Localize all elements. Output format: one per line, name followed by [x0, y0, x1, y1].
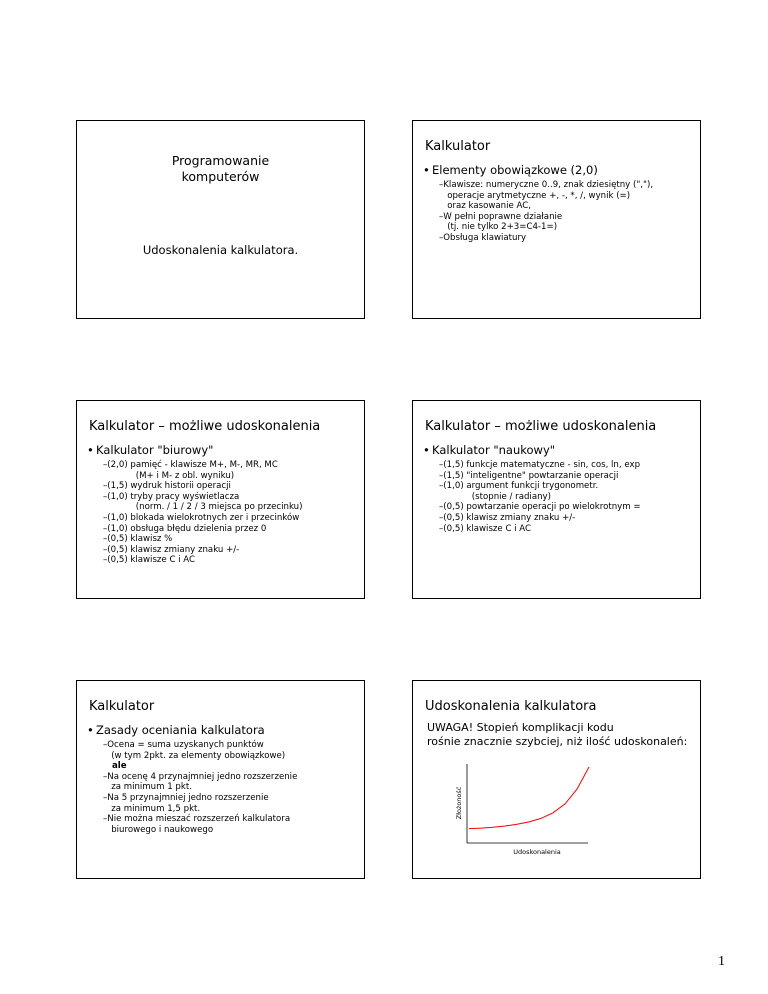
list-item: –(2,0) pamięć - klawisze M+, M-, MR, MC [103, 460, 278, 470]
list-item: –(0,5) klawisz zmiany znaku +/- [103, 544, 240, 555]
list-item: –(1,5) "inteligentne" powtarzanie operacji [439, 470, 619, 481]
slide-heading: Kalkulator [425, 139, 491, 154]
bullet-text: Elementy obowiązkowe (2,0) [432, 163, 598, 177]
list-item: –Na ocenę 4 przynajmniej jedno rozszerzenie [103, 771, 298, 782]
note-line: rośnie znacznie szybciej, niż ilość udoskonaleń: [427, 735, 688, 748]
list-item: (tj. nie tylko 2+3=C4-1=) [439, 222, 558, 233]
list-item: –(1,5) wydruk historii operacji [103, 481, 231, 492]
list-item: –W pełni poprawne działanie [439, 211, 563, 222]
list-item: –(1,0) blokada wielokrotnych zer i przecinków [103, 512, 300, 523]
slide-mandatory-elements [412, 120, 701, 319]
list-item-emphasis: ale [103, 761, 127, 772]
slide-grading-rules [76, 680, 365, 879]
list-item: –(0,5) klawisze C i AC [103, 555, 196, 566]
list-item: za minimum 1 pkt. [103, 782, 192, 793]
list-item: (M+ i M- z obl. wyniku) [103, 470, 235, 481]
page-number: 1 [718, 954, 725, 969]
bullet-point [423, 163, 696, 177]
note-line: UWAGA! Stopień komplikacji kodu [427, 721, 614, 734]
list-item: –Klawisze: numeryczne 0..9, znak dziesiętny (","), [439, 180, 654, 190]
list-item: –(1,0) argument funkcji trygonometr. [439, 481, 599, 492]
x-axis-label: Udoskonalenia [513, 848, 561, 856]
slide-heading: Udoskonalenia kalkulatora [425, 699, 597, 714]
slide-title [76, 120, 365, 319]
bullet-text: Kalkulator "biurowy" [96, 443, 214, 457]
bullet-point [87, 443, 360, 457]
list-item: –(0,5) powtarzanie operacji po wielokrotnym = [439, 502, 641, 513]
list-item: za minimum 1,5 pkt. [103, 803, 201, 814]
list-item: –Na 5 przynajmniej jedno rozszerzenie [103, 792, 269, 803]
slide-heading: Kalkulator – możliwe udoskonalenia [425, 419, 657, 434]
list-item: –(1,0) tryby pracy wyświetlacza [103, 491, 240, 502]
item-list [87, 460, 360, 566]
slide-title-line2: komputerów [181, 169, 260, 184]
list-item: operacje arytmetyczne +, -, *, /, wynik (=) [439, 190, 631, 201]
list-item: (w tym 2pkt. za elementy obowiązkowe) [103, 750, 286, 761]
list-item: –Nie można mieszać rozszerzeń kalkulatora [103, 814, 291, 825]
list-item: (stopnie / radiany) [439, 491, 551, 502]
list-item: –(0,5) klawisz zmiany znaku +/- [439, 512, 576, 523]
list-item: –(0,5) klawisz % [103, 534, 173, 545]
y-axis-label: Złożoność [455, 786, 463, 820]
list-item: –(1,0) obsługa błędu dzielenia przez 0 [103, 523, 267, 534]
complexity-chart [413, 681, 700, 878]
bullet-icon: • [87, 723, 94, 737]
bullet-text: Zasady oceniania kalkulatora [96, 723, 265, 737]
slide-title-line1: Programowanie [171, 153, 270, 168]
slide-complexity-chart [412, 680, 701, 879]
list-item: –(1,5) funkcje matematyczne - sin, cos, ln, exp [439, 460, 641, 470]
slide-office-calculator [76, 400, 365, 599]
bullet-point [423, 443, 696, 457]
list-item: biurowego i naukowego [103, 824, 214, 835]
bullet-point [87, 723, 360, 737]
list-item: –(0,5) klawisze C i AC [439, 523, 532, 534]
item-list [87, 740, 360, 835]
slide-scientific-calculator [412, 400, 701, 599]
bullet-icon: • [423, 163, 430, 177]
bullet-icon: • [87, 443, 94, 457]
list-item: –Obsługa klawiatury [439, 232, 527, 243]
slide-heading: Kalkulator [89, 699, 155, 714]
item-list [423, 180, 696, 244]
item-list [423, 460, 696, 534]
series-line [469, 767, 589, 829]
slide-heading: Kalkulator – możliwe udoskonalenia [89, 419, 321, 434]
list-item: (norm. / 1 / 2 / 3 miejsca po przecinku) [103, 502, 303, 513]
list-item: –Ocena = suma uzyskanych punktów [103, 740, 264, 750]
slide-subtitle: Udoskonalenia kalkulatora. [142, 243, 299, 257]
list-item: oraz kasowanie AC, [439, 201, 531, 212]
bullet-text: Kalkulator "naukowy" [432, 443, 556, 457]
bullet-icon: • [423, 443, 430, 457]
